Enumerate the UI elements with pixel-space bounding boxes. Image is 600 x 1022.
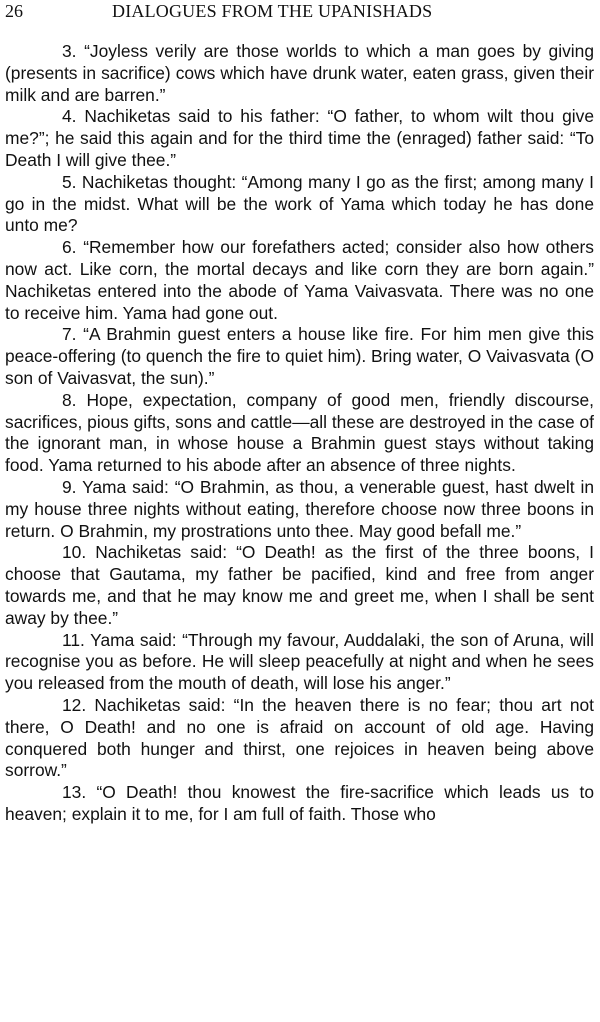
page-number: 26 <box>5 1 23 21</box>
paragraph-verse-8: 8. Hope, expectation, company of good men, friendly discourse, sacrifices, pious gifts, sons and cattle—all these are destroyed in the case of the ignorant man, in whose house a Brahmin guest stays without taking food. Yama returned to his abode after an absence of three nights. <box>5 389 594 476</box>
paragraph-verse-6: 6. “Remember how our forefathers acted; consider also how others now act. Like corn, the mortal decays and like corn they are born again.” Nachiketas entered into the abode of Yama Vaivasvata. There was no one to receive him. Yama had gone out. <box>5 237 594 323</box>
paragraph-verse-12: 12. Nachiketas said: “In the heaven there is no fear; thou art not there, O Death! and no one is afraid on account of old age. Having conquered both hunger and thirst, one rejoices in heaven being above sorrow.” <box>5 694 594 781</box>
paragraph-verse-3: 3. “Joyless verily are those worlds to which a man goes by giving (presents in sacrifice) cows which have drunk water, eaten grass, given their milk and are barren.” <box>5 41 594 105</box>
paragraph-verse-10: 10. Nachiketas said: “O Death! as the first of the three boons, I choose that Gautama, my father be pacified, kind and free from anger towards me, and that he may know me and greet me, when I shall be sent away by thee.” <box>5 542 594 628</box>
paragraph-verse-7: 7. “A Brahmin guest enters a house like fire. For him men give this peace-offering (to quench the fire to quiet him). Bring water, O Vaivasvata (O son of Vaivasvat, the sun).” <box>5 324 595 388</box>
paragraph-verse-13: 13. “O Death! thou knowest the fire-sacrifice which leads us to heaven; explain it to me, for I am full of faith. Those who <box>5 782 594 824</box>
page-header <box>5 0 595 26</box>
running-title: DIALOGUES FROM THE UPANISHADS <box>112 1 433 21</box>
paragraph-verse-5: 5. Nachiketas thought: “Among many I go as the first; among many I go in the midst. What will be the work of Yama which today he has done unto me? <box>5 171 594 236</box>
paragraph-verse-4: 4. Nachiketas said to his father: “O father, to whom wilt thou give me?”; he said this again and for the third time the (enraged) father said: “To Death I will give thee.” <box>5 106 594 170</box>
paragraph-verse-9: 9. Yama said: “O Brahmin, as thou, a venerable guest, hast dwelt in my house three nights without eating, therefore choose now three boons in return. O Brahmin, my prostrations unto thee. May good befall me.” <box>5 476 594 541</box>
body-text <box>5 41 594 826</box>
paragraph-verse-11: 11. Yama said: “Through my favour, Auddalaki, the son of Aruna, will recognise you as before. He will sleep peacefully at night and when he sees you released from the mouth of death, will lose his anger.” <box>5 629 594 694</box>
